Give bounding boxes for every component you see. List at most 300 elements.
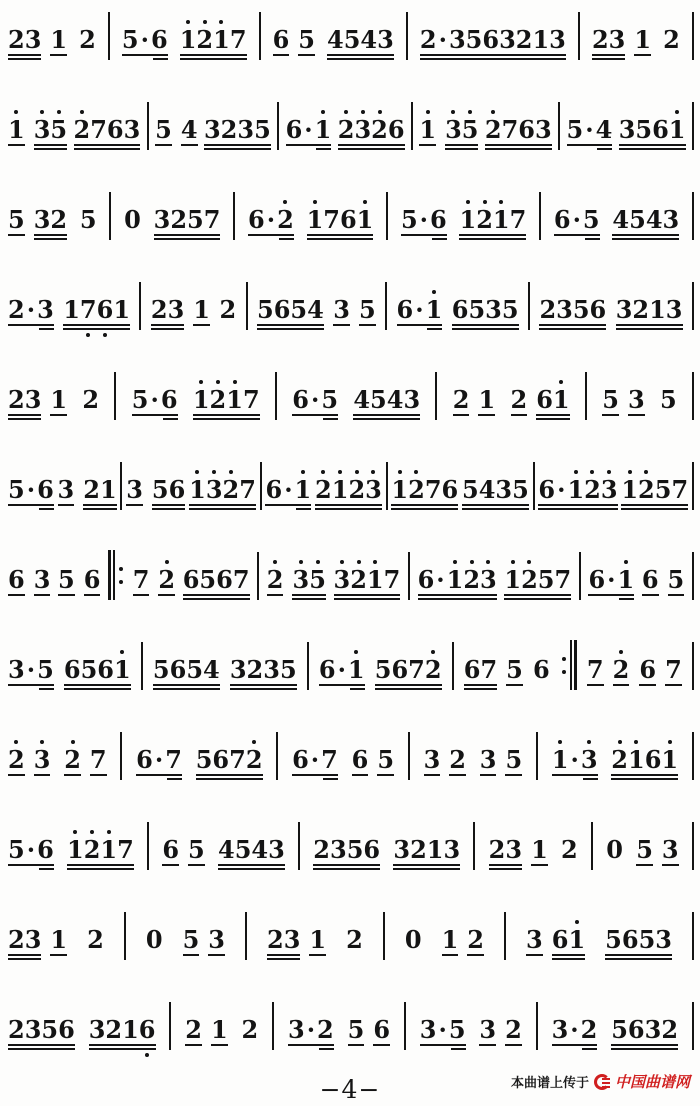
note-group bbox=[484, 115, 552, 152]
note-group bbox=[185, 1015, 228, 1052]
beam-underline bbox=[50, 954, 67, 956]
note-digit: 7 bbox=[480, 655, 498, 684]
note-unit bbox=[8, 655, 54, 692]
note-digit: 2 bbox=[8, 25, 25, 54]
beam-underline bbox=[605, 958, 672, 960]
beam-underline bbox=[136, 774, 182, 776]
beam-underline bbox=[536, 414, 569, 416]
note-group bbox=[248, 205, 294, 242]
note-group bbox=[551, 745, 598, 782]
note-unit bbox=[377, 745, 395, 782]
note-unit bbox=[602, 385, 619, 422]
note-group bbox=[8, 205, 68, 242]
note-digit: 4 bbox=[180, 115, 198, 144]
note-unit bbox=[313, 835, 381, 872]
beam-underline bbox=[621, 504, 688, 506]
note-digit: 6 bbox=[285, 115, 303, 144]
beam-underline bbox=[485, 148, 552, 150]
augmentation-dot: · bbox=[570, 1015, 579, 1044]
note-unit bbox=[536, 385, 570, 422]
barline bbox=[692, 822, 694, 870]
note-digit: 3 bbox=[423, 745, 441, 774]
score-row bbox=[0, 360, 700, 450]
note-unit bbox=[478, 385, 496, 422]
beam-underline bbox=[668, 594, 685, 596]
beam-underline bbox=[511, 414, 528, 416]
note-group bbox=[479, 745, 523, 782]
note-digit: 5 bbox=[121, 25, 139, 54]
note-unit bbox=[615, 295, 683, 332]
note-unit bbox=[337, 115, 405, 152]
note-digit: 6 bbox=[292, 745, 309, 774]
note-digit: 0 bbox=[145, 925, 163, 954]
note-group bbox=[561, 835, 578, 872]
note-digit: 6 bbox=[482, 25, 500, 54]
note-digit: 3 bbox=[580, 745, 598, 774]
barline bbox=[257, 552, 259, 600]
note-digit: 3 bbox=[655, 925, 672, 954]
note-digit: 2 bbox=[8, 925, 25, 954]
beam-underline bbox=[189, 508, 256, 510]
note-digit: 7 bbox=[321, 745, 338, 774]
note-digit: 2 bbox=[196, 25, 214, 54]
barline bbox=[109, 192, 111, 240]
note-group bbox=[292, 385, 339, 422]
note-unit bbox=[155, 115, 172, 152]
note-digit: 2 bbox=[505, 1015, 522, 1044]
note-digit: 3 bbox=[403, 385, 421, 414]
note-digit: 6 bbox=[138, 1015, 156, 1044]
note-unit bbox=[566, 115, 613, 152]
note-unit bbox=[189, 475, 256, 512]
note-group bbox=[285, 115, 332, 152]
note-digit: 6 bbox=[538, 475, 556, 504]
note-digit: 3 bbox=[237, 115, 255, 144]
note-digit: 5 bbox=[512, 475, 529, 504]
note-group bbox=[602, 385, 645, 422]
note-digit: 2 bbox=[266, 565, 284, 594]
note-digit: 3 bbox=[526, 925, 543, 954]
note-unit bbox=[346, 925, 363, 962]
note-digit: 6 bbox=[387, 115, 405, 144]
note-group bbox=[315, 475, 382, 512]
beam-underline bbox=[459, 238, 526, 240]
beam-underline bbox=[478, 414, 495, 416]
note-group bbox=[219, 295, 237, 332]
note-group bbox=[8, 295, 54, 332]
note-unit bbox=[67, 835, 134, 872]
beam-underline bbox=[267, 594, 284, 596]
beam-underline bbox=[621, 508, 688, 510]
note-digit: 4 bbox=[386, 385, 404, 414]
beam-underline bbox=[636, 864, 653, 866]
note-digit: 5 bbox=[659, 385, 677, 414]
note-digit: 1 bbox=[568, 925, 586, 954]
note-group bbox=[526, 925, 586, 962]
note-digit: 7 bbox=[229, 745, 246, 774]
augmentation-dot: · bbox=[154, 745, 164, 774]
beam-underline bbox=[639, 684, 656, 686]
note-group bbox=[618, 115, 686, 152]
note-group bbox=[8, 1015, 75, 1052]
note-group bbox=[663, 25, 680, 62]
note-unit bbox=[306, 205, 374, 242]
note-digit: 3 bbox=[24, 1015, 42, 1044]
beam-underline bbox=[334, 598, 401, 600]
barline bbox=[692, 912, 694, 960]
beam-underline bbox=[665, 684, 682, 686]
note-digit: 4 bbox=[612, 205, 630, 234]
barline bbox=[307, 642, 309, 690]
barline bbox=[275, 372, 277, 420]
note-digit: 5 bbox=[611, 1015, 628, 1044]
note-digit: 5 bbox=[50, 115, 68, 144]
barline bbox=[528, 282, 530, 330]
beam-underline bbox=[248, 234, 294, 236]
note-digit: 3 bbox=[208, 925, 225, 954]
beam-underline bbox=[183, 594, 250, 596]
note-digit: 1 bbox=[668, 115, 686, 144]
beam-underline bbox=[8, 684, 54, 686]
note-digit: 1 bbox=[122, 1015, 139, 1044]
note-digit: 3 bbox=[556, 295, 573, 324]
note-group bbox=[124, 205, 141, 242]
note-digit: 2 bbox=[408, 475, 425, 504]
note-digit: 0 bbox=[124, 205, 141, 234]
note-digit: 3 bbox=[167, 295, 185, 324]
note-digit: 5 bbox=[468, 295, 486, 324]
note-digit: 3 bbox=[268, 835, 285, 864]
note-digit: 5 bbox=[667, 565, 685, 594]
note-unit bbox=[229, 655, 297, 692]
note-digit: 2 bbox=[87, 925, 104, 954]
note-unit bbox=[612, 655, 630, 692]
beam-underline bbox=[442, 954, 459, 956]
augmentation-dot: · bbox=[607, 565, 616, 594]
note-digit: 2 bbox=[521, 565, 538, 594]
note-digit: 3 bbox=[618, 115, 636, 144]
note-digit: 3 bbox=[283, 925, 301, 954]
barline bbox=[692, 1002, 694, 1050]
note-digit: 3 bbox=[443, 835, 461, 864]
note-group bbox=[606, 835, 623, 872]
barline bbox=[692, 282, 694, 330]
note-digit: 1 bbox=[99, 475, 117, 504]
note-unit bbox=[292, 565, 326, 602]
note-group bbox=[267, 925, 327, 962]
note-group bbox=[441, 925, 484, 962]
beam-underline bbox=[34, 144, 67, 146]
note-digit: 3 bbox=[24, 925, 42, 954]
beam-underline bbox=[634, 54, 651, 56]
beam-underline bbox=[628, 414, 645, 416]
note-digit: 3 bbox=[480, 565, 497, 594]
beam-underline bbox=[611, 1044, 678, 1046]
note-digit: 5 bbox=[254, 115, 271, 144]
note-unit bbox=[612, 205, 680, 242]
note-digit: 6 bbox=[97, 655, 114, 684]
note-unit bbox=[611, 1015, 679, 1052]
note-group bbox=[353, 385, 421, 422]
note-group bbox=[393, 835, 461, 872]
note-unit bbox=[467, 925, 484, 962]
note-unit bbox=[526, 925, 543, 962]
barline bbox=[147, 822, 149, 870]
note-group bbox=[79, 25, 96, 62]
note-digit: 6 bbox=[216, 565, 233, 594]
note-unit bbox=[588, 565, 635, 602]
note-digit: 6 bbox=[588, 565, 606, 594]
beam-underline bbox=[34, 234, 67, 236]
note-unit bbox=[82, 385, 100, 422]
note-unit bbox=[158, 565, 176, 602]
note-group bbox=[179, 25, 247, 62]
page-footer bbox=[0, 1062, 700, 1106]
note-digit: 3 bbox=[205, 475, 223, 504]
beam-underline bbox=[83, 508, 116, 510]
note-unit bbox=[287, 1015, 334, 1052]
note-digit: 6 bbox=[273, 295, 291, 324]
note-unit bbox=[8, 475, 54, 512]
note-digit: 3 bbox=[37, 295, 54, 324]
note-digit: 3 bbox=[393, 835, 411, 864]
beam-underline bbox=[204, 148, 271, 150]
note-digit: 6 bbox=[518, 115, 535, 144]
note-unit bbox=[452, 385, 470, 422]
beam-underline bbox=[592, 58, 625, 60]
note-digit: 6 bbox=[136, 745, 153, 774]
note-group bbox=[419, 1015, 466, 1052]
beam-underline bbox=[489, 864, 522, 866]
beam-underline bbox=[8, 504, 54, 506]
note-digit: 4 bbox=[645, 205, 663, 234]
beam-underline bbox=[613, 684, 630, 686]
note-unit bbox=[504, 565, 572, 602]
beam-underline bbox=[393, 868, 460, 870]
note-unit bbox=[506, 655, 523, 692]
beam-underline bbox=[8, 234, 25, 236]
note-group bbox=[346, 925, 363, 962]
beam-underline bbox=[554, 234, 600, 236]
beam-underline bbox=[8, 418, 41, 420]
repeat-end-barline bbox=[560, 640, 577, 690]
note-digit: 1 bbox=[213, 25, 230, 54]
barline bbox=[452, 642, 454, 690]
note-digit: 1 bbox=[210, 1015, 228, 1044]
beam-underline bbox=[462, 508, 529, 510]
beam-underline bbox=[292, 598, 325, 600]
note-digit: 4 bbox=[307, 295, 324, 324]
note-group bbox=[8, 475, 54, 512]
beam-underline-partial bbox=[39, 688, 54, 690]
note-digit: 3 bbox=[333, 565, 351, 594]
beam-underline bbox=[539, 324, 606, 326]
beam-underline-partial bbox=[619, 598, 634, 600]
note-digit: 5 bbox=[309, 565, 326, 594]
note-digit: 7 bbox=[89, 745, 107, 774]
note-group bbox=[639, 655, 682, 692]
barline bbox=[406, 12, 408, 60]
note-unit bbox=[266, 565, 284, 602]
barline bbox=[692, 552, 694, 600]
note-digit: 3 bbox=[499, 25, 516, 54]
note-group bbox=[217, 835, 285, 872]
note-unit bbox=[182, 565, 250, 602]
note-unit bbox=[539, 295, 607, 332]
note-group bbox=[63, 295, 131, 332]
note-unit bbox=[145, 925, 163, 962]
beam-underline bbox=[662, 864, 679, 866]
note-unit bbox=[449, 745, 466, 782]
note-digit: 5 bbox=[465, 25, 483, 54]
note-digit: 7 bbox=[323, 205, 340, 234]
note-group bbox=[8, 565, 51, 602]
note-digit: 4 bbox=[478, 475, 496, 504]
beam-underline bbox=[462, 504, 529, 506]
note-digit: 5 bbox=[279, 655, 297, 684]
note-group bbox=[479, 1015, 522, 1052]
note-unit bbox=[353, 385, 421, 422]
note-digit: 5 bbox=[635, 115, 653, 144]
note-group bbox=[229, 655, 297, 692]
note-unit bbox=[121, 25, 168, 62]
note-digit: 6 bbox=[532, 655, 550, 684]
note-unit bbox=[532, 655, 550, 692]
note-digit: 1 bbox=[532, 25, 550, 54]
note-unit bbox=[179, 25, 247, 62]
barline bbox=[591, 822, 593, 870]
beam-underline bbox=[338, 148, 405, 150]
augmentation-dot: · bbox=[310, 385, 320, 414]
barline bbox=[435, 372, 437, 420]
note-unit bbox=[634, 25, 652, 62]
beam-underline bbox=[8, 864, 54, 866]
beam-underline bbox=[552, 774, 598, 776]
barline bbox=[692, 462, 694, 510]
note-digit: 4 bbox=[353, 385, 371, 414]
beam-underline bbox=[480, 774, 497, 776]
barline bbox=[114, 372, 116, 420]
note-group bbox=[73, 115, 141, 152]
beam-underline bbox=[185, 1044, 202, 1046]
note-digit: 5 bbox=[448, 1015, 466, 1044]
note-digit: 6 bbox=[162, 835, 180, 864]
note-group bbox=[539, 295, 607, 332]
note-unit bbox=[611, 745, 679, 782]
beam-underline bbox=[359, 324, 376, 326]
note-group bbox=[636, 835, 679, 872]
beam-underline bbox=[602, 414, 619, 416]
note-group bbox=[611, 745, 679, 782]
note-digit: 3 bbox=[615, 295, 633, 324]
score-row bbox=[0, 0, 700, 90]
note-group bbox=[257, 295, 324, 332]
note-digit: 7 bbox=[239, 475, 256, 504]
note-unit bbox=[285, 115, 332, 152]
note-group bbox=[182, 565, 250, 602]
note-unit bbox=[417, 565, 497, 602]
note-digit: 5 bbox=[654, 475, 672, 504]
beam-underline bbox=[612, 234, 679, 236]
note-digit: 1 bbox=[628, 745, 645, 774]
note-digit: 5 bbox=[188, 835, 205, 864]
note-digit: 1 bbox=[649, 295, 666, 324]
note-digit: 1 bbox=[661, 745, 679, 774]
beam-underline-partial bbox=[585, 238, 600, 240]
note-digit: 2 bbox=[476, 205, 493, 234]
note-digit: 2 bbox=[424, 655, 442, 684]
note-unit bbox=[419, 1015, 466, 1052]
note-digit: 6 bbox=[536, 385, 553, 414]
note-digit: 6 bbox=[292, 385, 309, 414]
note-unit bbox=[479, 1015, 497, 1052]
note-digit: 5 bbox=[566, 115, 584, 144]
note-digit: 2 bbox=[64, 745, 81, 774]
note-digit: 3 bbox=[8, 655, 25, 684]
note-digit: 1 bbox=[50, 25, 68, 54]
beam-underline-partial bbox=[427, 328, 442, 330]
note-digit: 2 bbox=[317, 1015, 334, 1044]
beam-underline bbox=[307, 234, 374, 236]
note-digit: 5 bbox=[80, 655, 98, 684]
score-row bbox=[0, 630, 700, 720]
note-group bbox=[8, 925, 68, 962]
note-digit: 3 bbox=[505, 835, 523, 864]
page-number: −4− bbox=[319, 1075, 381, 1104]
note-unit bbox=[665, 655, 682, 692]
beam-underline bbox=[375, 688, 442, 690]
beam-underline bbox=[452, 324, 519, 326]
note-unit bbox=[484, 115, 552, 152]
beam-underline bbox=[420, 54, 566, 56]
beam-underline bbox=[8, 324, 54, 326]
note-digit: 3 bbox=[551, 1015, 569, 1044]
barline bbox=[141, 642, 143, 690]
note-digit: 4 bbox=[360, 25, 378, 54]
note-digit: 5 bbox=[151, 475, 169, 504]
note-group bbox=[79, 205, 97, 242]
beam-underline bbox=[286, 144, 332, 146]
note-digit: 5 bbox=[370, 385, 387, 414]
augmentation-dot: · bbox=[436, 565, 445, 594]
note-digit: 6 bbox=[644, 745, 662, 774]
beam-underline bbox=[8, 54, 41, 56]
beam-underline bbox=[133, 594, 150, 596]
note-digit: 5 bbox=[582, 205, 600, 234]
note-unit bbox=[298, 25, 315, 62]
note-digit: 2 bbox=[463, 565, 481, 594]
note-digit: 6 bbox=[373, 1015, 391, 1044]
note-digit: 6 bbox=[451, 295, 469, 324]
note-digit: 3 bbox=[330, 835, 347, 864]
barline bbox=[692, 372, 694, 420]
augmentation-dot: · bbox=[150, 385, 159, 414]
note-digit: 6 bbox=[463, 655, 481, 684]
beam-underline bbox=[420, 1044, 466, 1046]
augmentation-dot: · bbox=[26, 295, 36, 324]
note-group bbox=[121, 25, 168, 62]
beam-underline-partial bbox=[451, 1048, 466, 1050]
note-unit bbox=[374, 655, 442, 692]
beam-underline bbox=[151, 324, 184, 326]
beam-underline bbox=[538, 504, 617, 506]
note-digit: 6 bbox=[641, 565, 659, 594]
barline bbox=[579, 552, 581, 600]
note-digit: 6 bbox=[212, 745, 230, 774]
beam-underline bbox=[153, 688, 220, 690]
beam-underline bbox=[504, 598, 571, 600]
note-digit: 2 bbox=[449, 745, 466, 774]
